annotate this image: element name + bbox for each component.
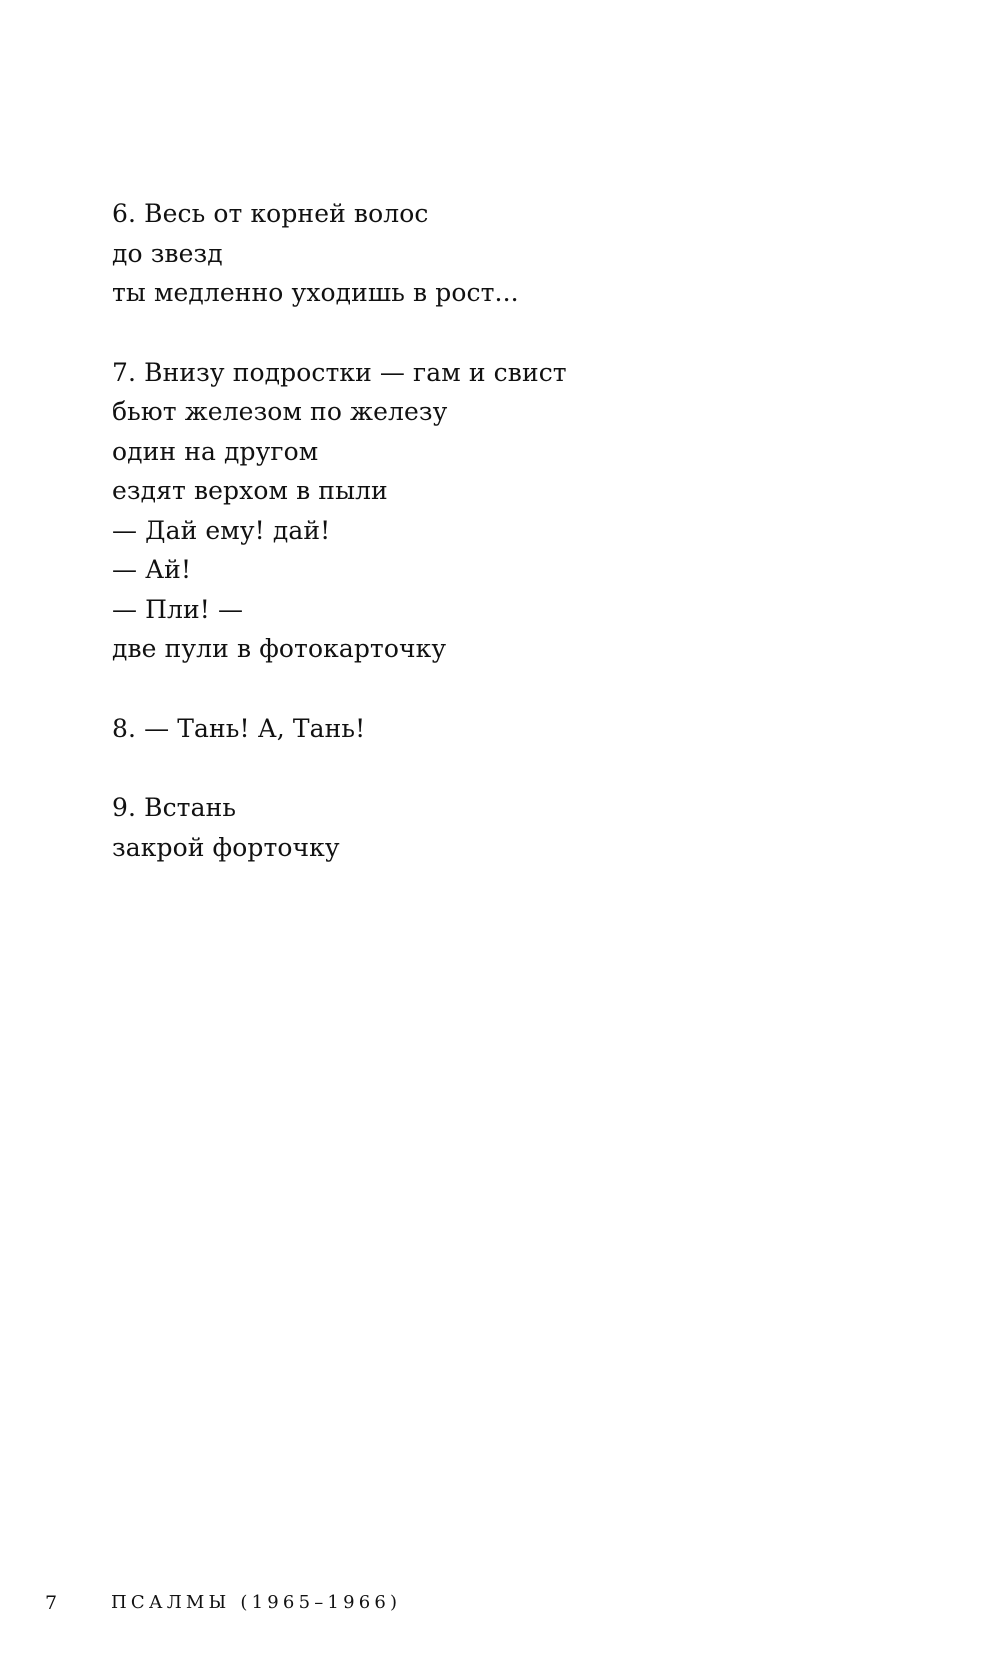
running-title: ПСАЛМЫ (1965–1966): [111, 1592, 402, 1613]
verse-line: две пули в фотокарточку: [112, 634, 447, 663]
verse-line: до звезд: [112, 238, 223, 268]
verse-line: закрой форточку: [112, 832, 340, 862]
verse-line: 6. Весь от корней волос: [112, 199, 429, 228]
stanza-6: [112, 194, 932, 313]
verse-line: — Пли! —: [112, 594, 244, 624]
verse-line: бьют железом по железу: [112, 397, 448, 426]
verse-line: ездят верхом в пыли: [112, 476, 388, 505]
poem-text: [112, 194, 932, 907]
verse-line: — Дай ему! дай!: [112, 515, 331, 545]
page-footer: [0, 1591, 1000, 1621]
stanza-9: [112, 788, 932, 867]
verse-line: 8. — Тань! А, Тань!: [112, 713, 366, 743]
verse-line: — Ай!: [112, 555, 192, 584]
stanza-7: [112, 353, 932, 669]
verse-line: 7. Внизу подростки — гам и свист: [112, 357, 567, 387]
verse-line: 9. Встань: [112, 793, 237, 822]
verse-line: один на другом: [112, 436, 319, 466]
page-number: 7: [45, 1592, 58, 1614]
stanza-8: [112, 709, 932, 749]
verse-line: ты медленно уходишь в рост...: [112, 278, 519, 307]
